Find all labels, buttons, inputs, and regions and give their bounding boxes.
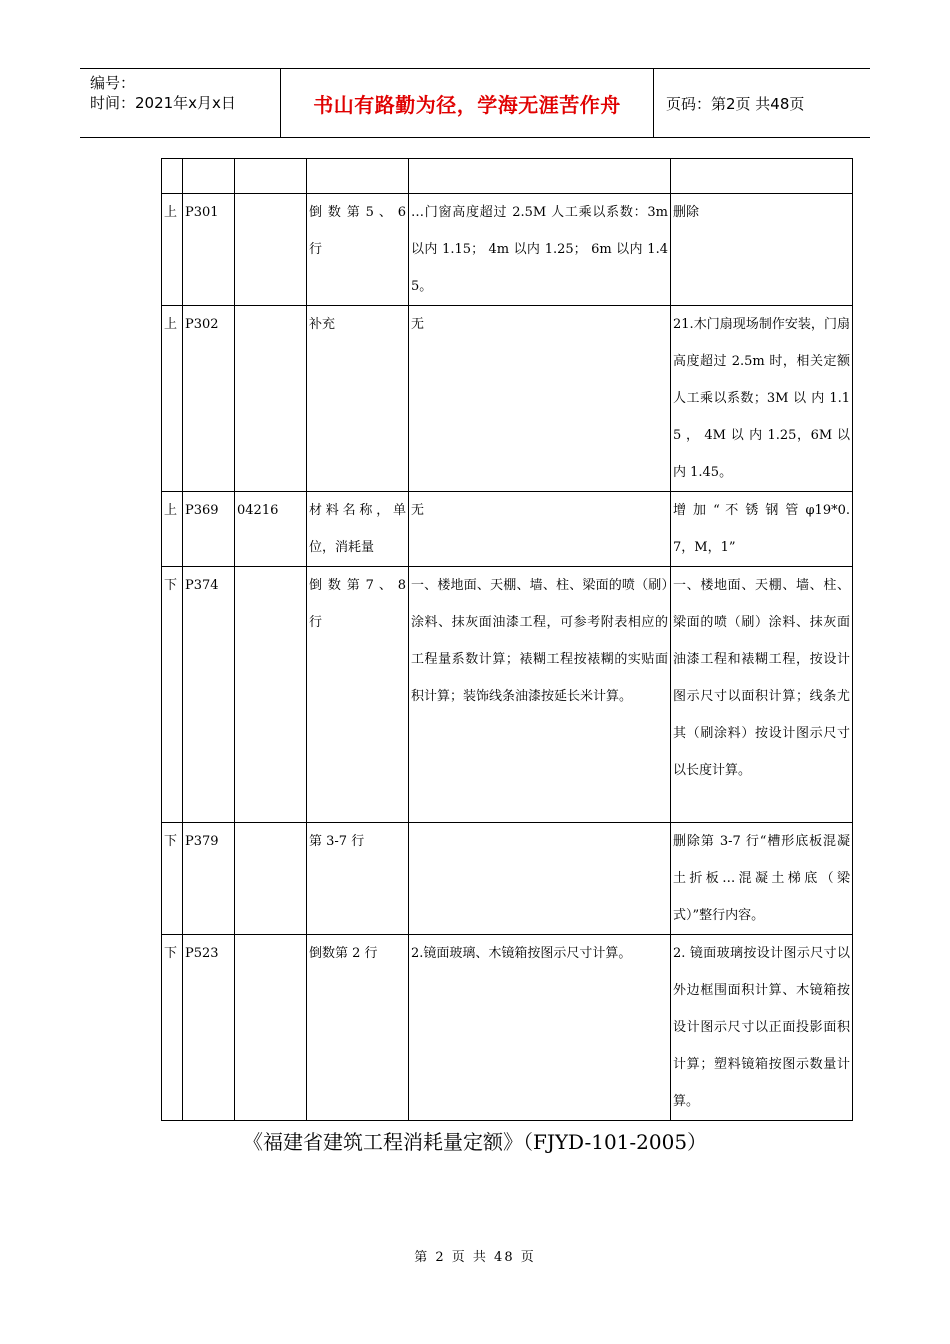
original-cell: 一、楼地面、天棚、墙、柱、梁面的喷（刷）涂料、抹灰面油漆工程，可参考附表相应的工程量系数计算；裱糊工程按裱糊的实贴面积计算；装饰线条油漆按延长米计算。	[409, 567, 671, 823]
table-row	[162, 492, 853, 567]
code-cell	[235, 306, 307, 492]
number-label: 编号：	[90, 74, 136, 92]
header-motto: 书山有路勤为径，学海无涯苦作舟	[281, 69, 654, 137]
table-row	[162, 935, 853, 1121]
page-cell: P301	[183, 194, 235, 306]
location-cell: 补充	[307, 306, 409, 492]
code-cell	[235, 159, 307, 194]
page-cell: P302	[183, 306, 235, 492]
footer-title: 《福建省建筑工程消耗量定额》（FJYD-101-2005）	[242, 1130, 708, 1154]
revision-table-body	[162, 159, 853, 1121]
code-cell	[235, 567, 307, 823]
revised-cell: 一、楼地面、天棚、墙、柱、梁面的喷（刷）涂料、抹灰面油漆工程和裱糊工程，按设计图示尺寸以面积计算；线条尤其（刷涂料）按设计图示尺寸以长度计算。	[671, 567, 853, 823]
revised-cell: 2. 镜面玻璃按设计图示尺寸以外边框围面积计算、木镜箱按设计图示尺寸以正面投影面积计算；塑料镜箱按图示数量计算。	[671, 935, 853, 1121]
code-cell: 04216	[235, 492, 307, 567]
original-cell: 无	[409, 492, 671, 567]
location-cell: 倒 数 第 5 、 6 行	[307, 194, 409, 306]
header-page-label: 页码：第2页 共48页	[666, 94, 805, 113]
original-cell: 无	[409, 306, 671, 492]
revised-cell	[671, 159, 853, 194]
revised-cell: 增 加 “ 不 锈 钢 管 φ19*0.7，M，1”	[671, 492, 853, 567]
location-cell: 倒 数 第 7 、 8 行	[307, 567, 409, 823]
pos-cell: 上	[162, 306, 183, 492]
page-number: 第 2 页 共 48 页	[414, 1250, 536, 1265]
pos-cell: 下	[162, 935, 183, 1121]
pos-cell: 下	[162, 823, 183, 935]
location-cell	[307, 159, 409, 194]
location-cell: 第 3-7 行	[307, 823, 409, 935]
time-label: 时间：2021年x月x日	[90, 94, 236, 112]
table-row	[162, 567, 853, 823]
table-row	[162, 306, 853, 492]
code-cell	[235, 823, 307, 935]
table-row	[162, 159, 853, 194]
revision-table	[161, 158, 853, 1121]
page-cell: P374	[183, 567, 235, 823]
revised-cell: 删除第 3-7 行“槽形底板混凝土折板…混凝土梯底（梁式）”整行内容。	[671, 823, 853, 935]
original-cell	[409, 823, 671, 935]
location-cell: 材料名称，单位，消耗量	[307, 492, 409, 567]
code-cell	[235, 935, 307, 1121]
pos-cell	[162, 159, 183, 194]
page-header	[80, 68, 870, 138]
table-row	[162, 823, 853, 935]
original-cell: 2.镜面玻璃、木镜箱按图示尺寸计算。	[409, 935, 671, 1121]
page-cell: P523	[183, 935, 235, 1121]
pos-cell: 下	[162, 567, 183, 823]
page-cell: P379	[183, 823, 235, 935]
original-cell: …门窗高度超过 2.5M 人工乘以系数：3m 以内 1.15； 4m 以内 1.25； 6m 以内 1.45。	[409, 194, 671, 306]
revised-cell: 删除	[671, 194, 853, 306]
page-cell	[183, 159, 235, 194]
location-cell: 倒数第 2 行	[307, 935, 409, 1121]
revised-cell: 21.木门扇现场制作安装，门扇高度超过 2.5m 时，相关定额人工乘以系数；3M 以 内 1.15 ， 4M 以 内 1.25，6M 以内 1.45。	[671, 306, 853, 492]
page-cell: P369	[183, 492, 235, 567]
pos-cell: 上	[162, 492, 183, 567]
code-cell	[235, 194, 307, 306]
pos-cell: 上	[162, 194, 183, 306]
table-row	[162, 194, 853, 306]
original-cell	[409, 159, 671, 194]
header-meta	[80, 69, 281, 137]
